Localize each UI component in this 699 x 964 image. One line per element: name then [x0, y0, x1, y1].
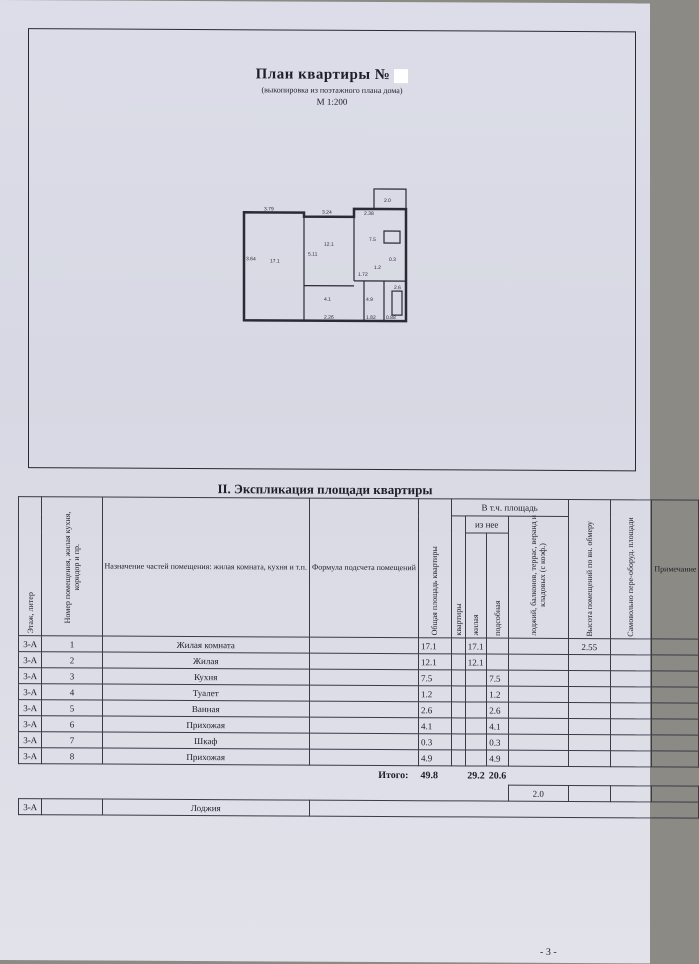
cell-floor: 3-А: [19, 732, 42, 748]
header-apartment: квартиры: [451, 516, 465, 638]
redacted-number: [394, 69, 408, 83]
cell-living: [465, 734, 487, 750]
cell-room-name: Жилая: [102, 652, 309, 669]
cell-aux: [487, 654, 509, 670]
cell-floor: 3-А: [19, 684, 42, 700]
cell-formula: [309, 669, 418, 686]
plan-dim-label: 2.26: [324, 315, 334, 321]
cell-room-no: 6: [42, 716, 102, 732]
cell-total: 4.9: [418, 750, 451, 766]
header-loggia: лоджий, балконов, террас, веранд и кладовых (с коэф.): [508, 516, 568, 638]
header-auxiliary: подсобная: [487, 533, 509, 638]
cell-note: [652, 751, 699, 767]
header-height: Высота помещений по вн. обмеру: [568, 499, 610, 638]
cell-living: [465, 718, 487, 734]
cell-loggia: [508, 686, 568, 702]
cell-room-no: 1: [42, 636, 102, 652]
cell-loggia: [508, 718, 568, 734]
cell-apartment: [451, 750, 465, 766]
cell-loggia: [508, 670, 568, 686]
cell-height: [568, 750, 610, 766]
totals-living: 29.2: [465, 766, 487, 785]
plan-dim-label: 3.79: [264, 206, 274, 212]
plan-dim-label: 1.72: [358, 272, 368, 278]
page-number: - 3 -: [540, 947, 557, 958]
cell-loggia: [508, 654, 568, 670]
plan-area-label: 1.2: [374, 265, 381, 271]
plan-area-label: 12.1: [324, 242, 334, 248]
cell-note: [652, 786, 699, 802]
plan-area-label: 2.0: [384, 198, 391, 204]
cell-empty: [309, 800, 699, 818]
cell-total: 0.3: [418, 734, 451, 750]
cell-aux: 7.5: [487, 670, 509, 686]
explication-title: II. Экспликация площади квартиры: [0, 480, 650, 499]
cell-formula: [309, 717, 418, 734]
cell-unauthorized: [610, 639, 652, 655]
header-room-no: Номер помещения, жилая кухня, коридор и пр.: [42, 497, 102, 636]
cell-height: [568, 654, 610, 670]
cell-living: 12.1: [465, 654, 487, 670]
cell-apartment: [451, 734, 465, 750]
cell-floor: 3-А: [19, 668, 42, 684]
cell-unauthorized: [610, 751, 652, 767]
cell-loggia: [508, 750, 568, 766]
cell-unauthorized: [610, 687, 652, 703]
cell-living: [465, 750, 487, 766]
header-purpose: Назначение частей помещения: жилая комната, кухня и т.п.: [102, 497, 309, 637]
header-unauthorized: Самовольно пере-оборуд. площади: [610, 500, 652, 639]
cell-aux: 0.3: [487, 734, 509, 750]
cell-total: 2.6: [418, 702, 451, 718]
cell-room-no: 5: [42, 700, 102, 716]
cell-loggia: [508, 734, 568, 750]
cell-room-name: Туалет: [102, 684, 309, 701]
cell-apartment: [451, 718, 465, 734]
cell-formula: [309, 733, 418, 750]
header-row-1: [19, 497, 699, 518]
plan-dim-label: 3.64: [246, 256, 256, 262]
cell-apartment: [451, 638, 465, 654]
plan-area-label: 0.3: [389, 257, 396, 263]
cell-floor: 3-А: [19, 636, 42, 652]
plan-area-label: 2.6: [394, 285, 401, 291]
cell-total: 1.2: [418, 686, 451, 702]
plan-scale: М 1:200: [29, 95, 635, 108]
cell-total: 7.5: [418, 670, 451, 686]
plan-subtitle: (выкопировка из поэтажного плана дома): [29, 84, 635, 96]
cell-unauthorized: [610, 671, 652, 687]
cell-aux: 1.2: [487, 686, 509, 702]
plan-area-label: 7.5: [369, 237, 376, 243]
cell-unauthorized: [610, 719, 652, 735]
cell-note: [652, 703, 699, 719]
cell-total: 17.1: [418, 638, 451, 654]
header-living: жилая: [465, 533, 487, 638]
plan-dim-label: 1.82: [366, 315, 376, 321]
cell-note: [652, 671, 699, 687]
cell-formula: [309, 637, 418, 654]
header-incl-area: В т.ч. площадь: [451, 499, 568, 517]
plan-dim-label: 3.24: [322, 210, 332, 216]
cell-height: [568, 702, 610, 718]
cell-living: [465, 686, 487, 702]
cell-total: 12.1: [418, 654, 451, 670]
cell-room-no: 7: [42, 732, 102, 748]
cell-note: [652, 719, 699, 735]
cell-height: 2.55: [568, 638, 610, 654]
cell-aux: 2.6: [487, 702, 509, 718]
cell-aux: 4.9: [487, 750, 509, 766]
cell-floor: 3-А: [19, 652, 42, 668]
cell-loggia: [508, 638, 568, 654]
apartment-floor-plan: [234, 200, 414, 326]
cell-room-no: 8: [42, 748, 102, 764]
cell-floor: 3-А: [19, 700, 42, 716]
cell-height: [568, 785, 610, 801]
cell-note: [652, 687, 699, 703]
cell-unauthorized: [610, 786, 652, 802]
header-total-area: Общая площадь квартиры: [418, 499, 451, 638]
cell-formula: [309, 685, 418, 702]
cell-total: 4.1: [418, 718, 451, 734]
cell-floor: 3-А: [19, 716, 42, 732]
cell-room-name: Прихожая: [102, 716, 309, 733]
cell-room-no: 3: [42, 668, 102, 684]
cell-unauthorized: [610, 703, 652, 719]
plan-dim-label: 0.88: [386, 315, 396, 321]
cell-living: [465, 670, 487, 686]
plan-area-label: 17.1: [270, 258, 280, 264]
totals-aux: 20.6: [487, 766, 509, 785]
cell-living: 17.1: [465, 638, 487, 654]
cell-formula: [309, 749, 418, 766]
cell-height: [568, 734, 610, 750]
cell-room-name: Кухня: [102, 668, 309, 685]
loggia-value: 2.0: [508, 785, 568, 801]
header-of-which: из нее: [465, 516, 508, 533]
header-floor: Этаж, литер: [19, 497, 42, 636]
floor-plan-frame: [28, 28, 636, 471]
plan-dim-label: 5.11: [308, 252, 318, 258]
cell-room-name: Шкаф: [102, 732, 309, 749]
cell-unauthorized: [610, 735, 652, 751]
cell-apartment: [451, 654, 465, 670]
cell-aux: 4.1: [487, 718, 509, 734]
cell-apartment: [451, 670, 465, 686]
cell-floor: 3-А: [19, 748, 42, 764]
cell-room-name: Ванная: [102, 700, 309, 717]
cell-floor: 3-А: [19, 799, 42, 815]
plan-area-label: 4.9: [366, 297, 373, 303]
totals-total: 49.8: [418, 766, 451, 785]
totals-label: Итого:: [19, 764, 419, 785]
plan-dim-label: 2.38: [364, 211, 374, 217]
cell-apartment: [451, 702, 465, 718]
cell-room-no: [42, 799, 102, 815]
cell-room-name: Жилая комната: [102, 636, 309, 653]
cell-living: [465, 702, 487, 718]
totals-empty: [451, 766, 465, 785]
cell-formula: [309, 701, 418, 718]
cell-height: [568, 686, 610, 702]
cell-aux: [487, 638, 509, 654]
totals-empty: [508, 766, 699, 786]
cell-room-name: Прихожая: [102, 748, 309, 765]
header-note: Примечание: [652, 500, 699, 639]
cell-note: [652, 639, 699, 655]
cell-room-no: 4: [42, 684, 102, 700]
cell-note: [652, 655, 699, 671]
cell-apartment: [451, 686, 465, 702]
table-row-loggia: [19, 799, 699, 819]
cell-room-no: 2: [42, 652, 102, 668]
cell-unauthorized: [610, 655, 652, 671]
cell-room-name: Лоджия: [102, 799, 309, 816]
cell-height: [568, 718, 610, 734]
plan-title: План квартиры №: [29, 65, 635, 85]
cell-formula: [309, 653, 418, 670]
cell-note: [652, 735, 699, 751]
cell-height: [568, 670, 610, 686]
explication-table: [18, 496, 699, 819]
plan-area-label: 4.1: [324, 297, 331, 303]
cell-loggia: [508, 702, 568, 718]
header-formula: Формула подсчета помещений: [309, 498, 418, 638]
